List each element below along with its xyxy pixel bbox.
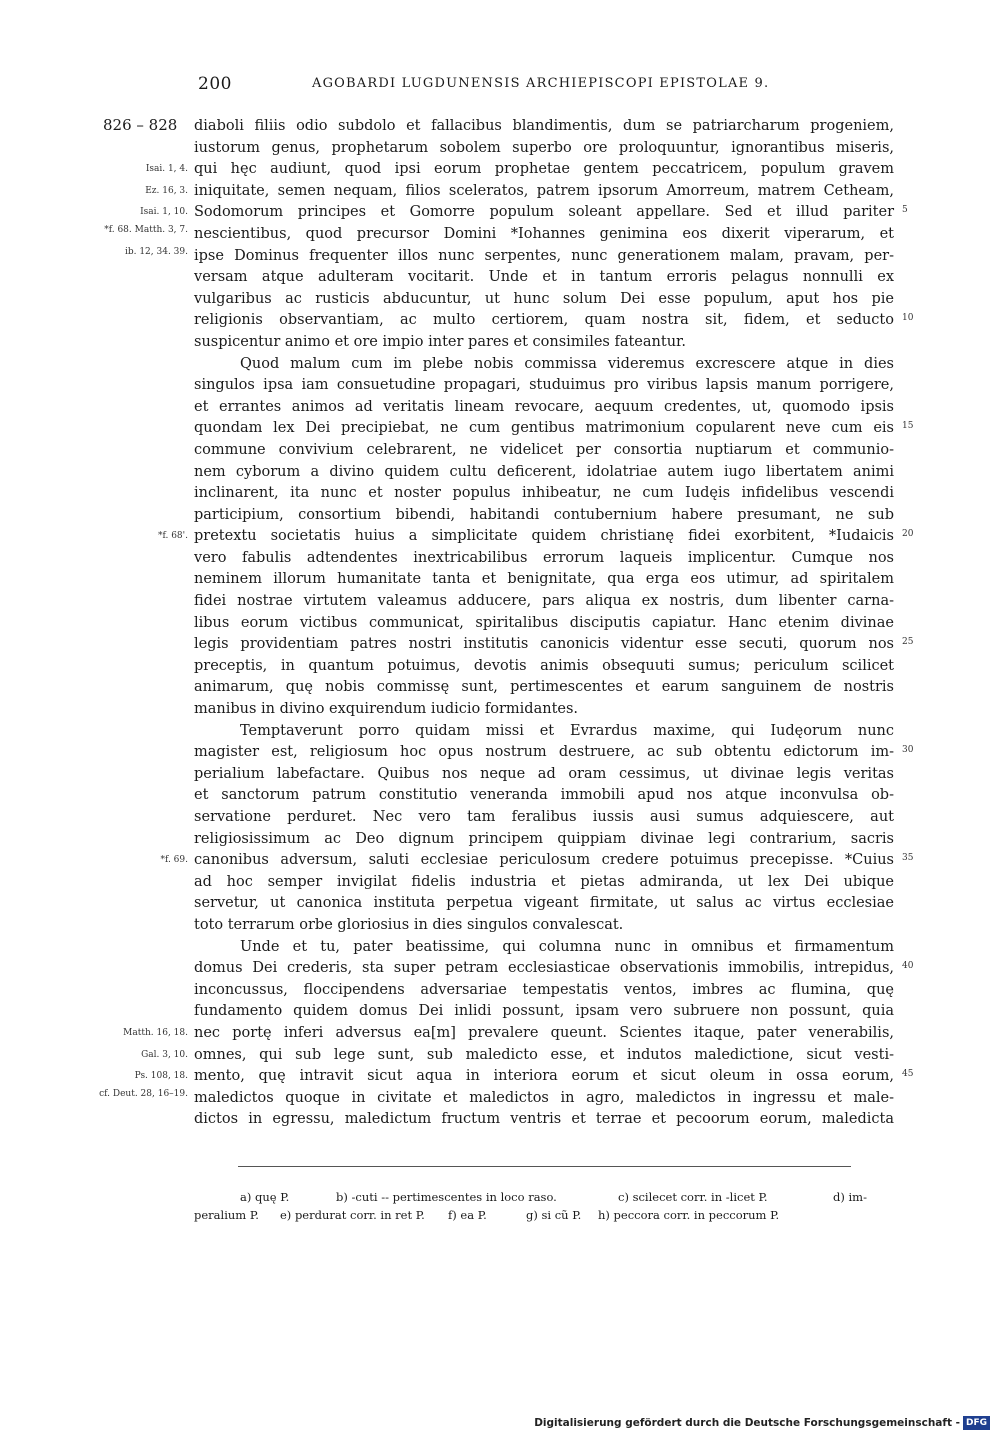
line-text: participium, consortium bibendi, habitandi contubernium habere presumant, ne sub	[194, 506, 894, 523]
line-number: 25	[902, 637, 914, 648]
line-text: Unde et tu, pater beatissime, qui columna nunc in omnibus et firmamentum	[240, 938, 894, 955]
line-text: fidei nostrae virtutem valeamus adducere, pars aliqua ex nostris, dum libenter carna-	[194, 593, 894, 610]
line-text: religiosissimum ac Deo dignum principem quippiam divinae legi contrarium, sacris	[194, 830, 894, 847]
text-line	[194, 1109, 894, 1131]
line-text: et errantes animos ad veritatis lineam revocare, aequum credentes, ut, quomodo ipsis	[194, 398, 894, 415]
line-text: vero fabulis adtendentes inextricabilibus errorum laqueis implicentur. Cumque nos	[194, 549, 894, 566]
text-line	[194, 354, 894, 376]
digitization-footer	[534, 1416, 990, 1430]
line-text: mento, quę intravit sicut aqua in interiora eorum et sicut oleum in ossa eorum,	[194, 1068, 894, 1085]
text-line	[194, 591, 894, 613]
line-text: qui hęc audiunt, quod ipsi eorum prophetae gentem peccatricem, populum gravem	[194, 161, 894, 178]
footnote-f: f) ea P.	[448, 1208, 487, 1222]
text-line	[194, 397, 894, 419]
text-line	[141, 1045, 894, 1067]
text-line	[194, 138, 894, 160]
text-line	[194, 656, 894, 678]
text-line	[194, 505, 894, 527]
footnote-rule	[238, 1166, 851, 1167]
running-title: AGOBARDI LUGDUNENSIS ARCHIEPISCOPI EPISTOLAE 9.	[312, 76, 770, 91]
line-number: 30	[902, 745, 914, 756]
line-text: pretextu societatis huius a simplicitate quidem christianę fidei exorbitent, *Iudaicis	[194, 528, 894, 545]
text-line	[145, 181, 894, 203]
line-text: neminem illorum humanitate tanta et benignitate, qua erga eos utimur, ad spiritalem	[194, 571, 894, 588]
line-text: preceptis, in quantum potuimus, devotis animis obsequuti sumus; periculum scilicet	[194, 657, 894, 674]
footnote-d-cont: peralium P.	[194, 1208, 259, 1222]
marginal-reference: Isai. 1, 4.	[145, 164, 188, 175]
footnote-line	[194, 1188, 899, 1206]
line-text: commune convivium celebrarent, ne videlicet per consortia nuptiarum et communio-	[194, 441, 894, 458]
line-text: toto terrarum orbe gloriosius in dies singulos convalescat.	[194, 916, 624, 933]
line-text: ipse Dominus frequenter illos nunc serpentes, nunc generationem malam, pravam, per-	[194, 247, 894, 264]
line-text: vulgaribus ac rusticis abducuntur, ut hunc solum Dei esse populum, aput hos pie	[194, 290, 894, 307]
line-text: Temptaverunt porro quidam missi et Evrardus maxime, qui Iudęorum nunc	[240, 722, 894, 739]
text-line	[134, 1066, 914, 1088]
footnote-line	[194, 1206, 899, 1224]
text-line	[160, 850, 914, 872]
text-line	[194, 677, 894, 699]
text-line	[99, 1088, 894, 1110]
text-line	[194, 1001, 894, 1023]
text-line	[194, 785, 894, 807]
line-text: omnes, qui sub lege sunt, sub maledicto esse, et indutos maledictione, sicut vesti-	[194, 1046, 894, 1063]
line-text: nescientibus, quod precursor Domini *Iohannes genimina eos dixerit viperarum, et	[194, 225, 894, 242]
line-text: suspicentur animo et ore impio inter pares et consimiles fateantur.	[194, 333, 686, 350]
text-line	[124, 246, 894, 268]
line-text: nem cyborum a divino quidem cultu deficerent, idolatriae autem iugo libertatem animi	[194, 463, 894, 480]
text-line	[194, 267, 894, 289]
line-text: libus eorum victibus communicat, spiritalibus disciputis capiatur. Hanc etenim divinae	[194, 614, 894, 631]
footnote-a: a) quę P.	[240, 1190, 290, 1204]
text-line	[194, 375, 894, 397]
text-line	[194, 764, 894, 786]
footnote-e: e) perdurat corr. in ret P.	[280, 1208, 425, 1222]
marginal-reference: ib. 12, 34. 39.	[124, 246, 188, 257]
marginal-reference: *f. 68'.	[157, 531, 188, 542]
line-text: et sanctorum patrum constitutio veneranda immobili apud nos atque inconvulsa ob-	[194, 787, 894, 804]
text-line	[194, 980, 894, 1002]
line-text: singulos ipsa iam consuetudine propagari, studuimus pro viribus lapsis manum porrigere,	[194, 377, 894, 394]
footnote-b: b) -cuti -- pertimescentes in loco raso.	[336, 1190, 557, 1204]
footnote-c: c) scilecet corr. in -licet P.	[618, 1190, 768, 1204]
text-line	[194, 937, 894, 959]
line-number: 35	[902, 853, 914, 864]
line-text: religionis observantiam, ac multo certiorem, quam nostra sit, fidem, et seducto	[194, 312, 894, 329]
text-line	[194, 332, 894, 354]
margin-years: 826 – 828	[103, 116, 178, 134]
text-line	[194, 829, 894, 851]
text-line	[157, 526, 914, 548]
line-number: 10	[902, 313, 914, 324]
line-text: ad hoc semper invigilat fidelis industria et pietas admiranda, ut lex Dei ubique	[194, 873, 894, 890]
text-line	[194, 699, 894, 721]
marginal-reference: Ez. 16, 3.	[145, 185, 188, 196]
line-text: domus Dei crederis, sta super petram ecclesiasticae observationis immobilis, intrepidus,	[194, 960, 894, 977]
line-text: dictos in egressu, maledictum fructum ventris et terrae et pecoorum eorum, maledicta	[194, 1111, 894, 1128]
line-text: Sodomorum principes et Gomorre populum soleant appellare. Sed et illud pariter	[194, 204, 894, 221]
text-line	[194, 893, 894, 915]
footnote-d: d) im-	[833, 1190, 867, 1204]
line-text: quondam lex Dei precipiebat, ne cum gentibus matrimonium copularent neve cum eis	[194, 420, 894, 437]
dfg-logo: DFG	[963, 1416, 990, 1430]
text-line	[194, 569, 894, 591]
line-text: magister est, religiosum hoc opus nostrum destruere, ac sub obtentu edictorum im-	[194, 744, 894, 761]
line-text: diaboli filiis odio subdolo et fallacibus blandimentis, dum se patriarcharum progeniem,	[194, 118, 894, 134]
text-line	[194, 462, 894, 484]
text-line	[194, 742, 914, 764]
line-text: servatione perduret. Nec vero tam feralibus iussis ausi sumus adquiescere, aut	[194, 809, 894, 825]
text-line	[194, 958, 914, 980]
marginal-reference: cf. Deut. 28, 16–19.	[99, 1088, 188, 1099]
marginal-reference: Ps. 108, 18.	[134, 1071, 188, 1082]
line-text: inconcussus, floccipendens adversariae tempestatis ventos, imbres ac flumina, quę	[194, 981, 894, 998]
line-text: legis providentiam patres nostri institutis canonicis videntur esse secuti, quorum nos	[194, 636, 894, 653]
footnote-g: g) si cũ P.	[526, 1208, 582, 1222]
line-number: 45	[902, 1069, 914, 1080]
text-line	[194, 310, 914, 332]
text-line	[194, 483, 894, 505]
footnotes	[194, 1188, 899, 1224]
line-text: Quod malum cum im plebe nobis commissa videremus excrescere atque in dies	[240, 355, 894, 372]
text-line	[194, 548, 894, 570]
line-number: 5	[902, 205, 908, 216]
marginal-reference: Matth. 16, 18.	[123, 1027, 188, 1038]
line-text: iniquitate, semen nequam, filios sceleratos, patrem ipsorum Amorreum, matrem Cetheam,	[194, 182, 894, 199]
line-text: versam atque adulteram vocitarit. Unde et in tantum erroris pelagus nonnulli ex	[194, 269, 894, 286]
text-line	[194, 634, 914, 656]
text-line	[194, 116, 894, 138]
page-header	[0, 74, 1000, 98]
page-number: 200	[198, 74, 232, 94]
line-text: servetur, ut canonica instituta perpetua vigeant firmitate, ut salus ac virtus ecclesiae	[194, 895, 894, 912]
line-text: canonibus adversum, saluti ecclesiae periculosum credere potuimus precepisse. *Cuius	[194, 852, 894, 869]
text-line	[194, 440, 894, 462]
line-text: maledictos quoque in civitate et maledictos in agro, maledictos in ingressu et male-	[194, 1089, 894, 1106]
text-line	[194, 872, 894, 894]
marginal-reference: *f. 68. Matth. 3, 7.	[104, 224, 188, 235]
line-text: iustorum genus, prophetarum sobolem superbo ore proloquuntur, ignorantibus miseris,	[194, 139, 894, 156]
marginal-reference: Gal. 3, 10.	[141, 1049, 188, 1060]
text-line	[140, 202, 908, 224]
line-text: manibus in divino exquirendum iudicio formidantes.	[194, 701, 579, 718]
line-text: animarum, quę nobis commissę sunt, pertimescentes et earum sanguinem de nostris	[194, 679, 894, 696]
footer-text: Digitalisierung gefördert durch die Deutsche Forschungsgemeinschaft -	[534, 1417, 960, 1429]
footnote-h: h) peccora corr. in peccorum P.	[598, 1208, 780, 1222]
line-number: 15	[902, 421, 914, 432]
text-line	[145, 159, 894, 181]
line-text: perialium labefactare. Quibus nos neque ad oram cessimus, ut divinae legis veritas	[194, 765, 894, 782]
line-number: 20	[902, 529, 914, 540]
text-line	[194, 721, 894, 743]
line-number: 40	[902, 961, 914, 972]
marginal-reference: *f. 69.	[160, 855, 188, 866]
text-line	[194, 418, 914, 440]
marginal-reference: Isai. 1, 10.	[140, 207, 188, 218]
line-text: fundamento quidem domus Dei inlidi possunt, ipsam vero subruere non possunt, quia	[194, 1003, 894, 1020]
text-line	[104, 224, 894, 246]
text-line	[194, 289, 894, 311]
text-line	[194, 807, 894, 829]
text-line	[123, 1023, 894, 1045]
text-line	[194, 915, 894, 937]
line-text: inclinarent, ita nunc et noster populus inhibeatur, ne cum Iudęis infidelibus vescendi	[194, 485, 894, 502]
line-text: nec portę inferi adversus ea[m] prevalere queunt. Scientes itaque, pater venerabilis,	[194, 1024, 894, 1041]
text-line	[194, 613, 894, 635]
